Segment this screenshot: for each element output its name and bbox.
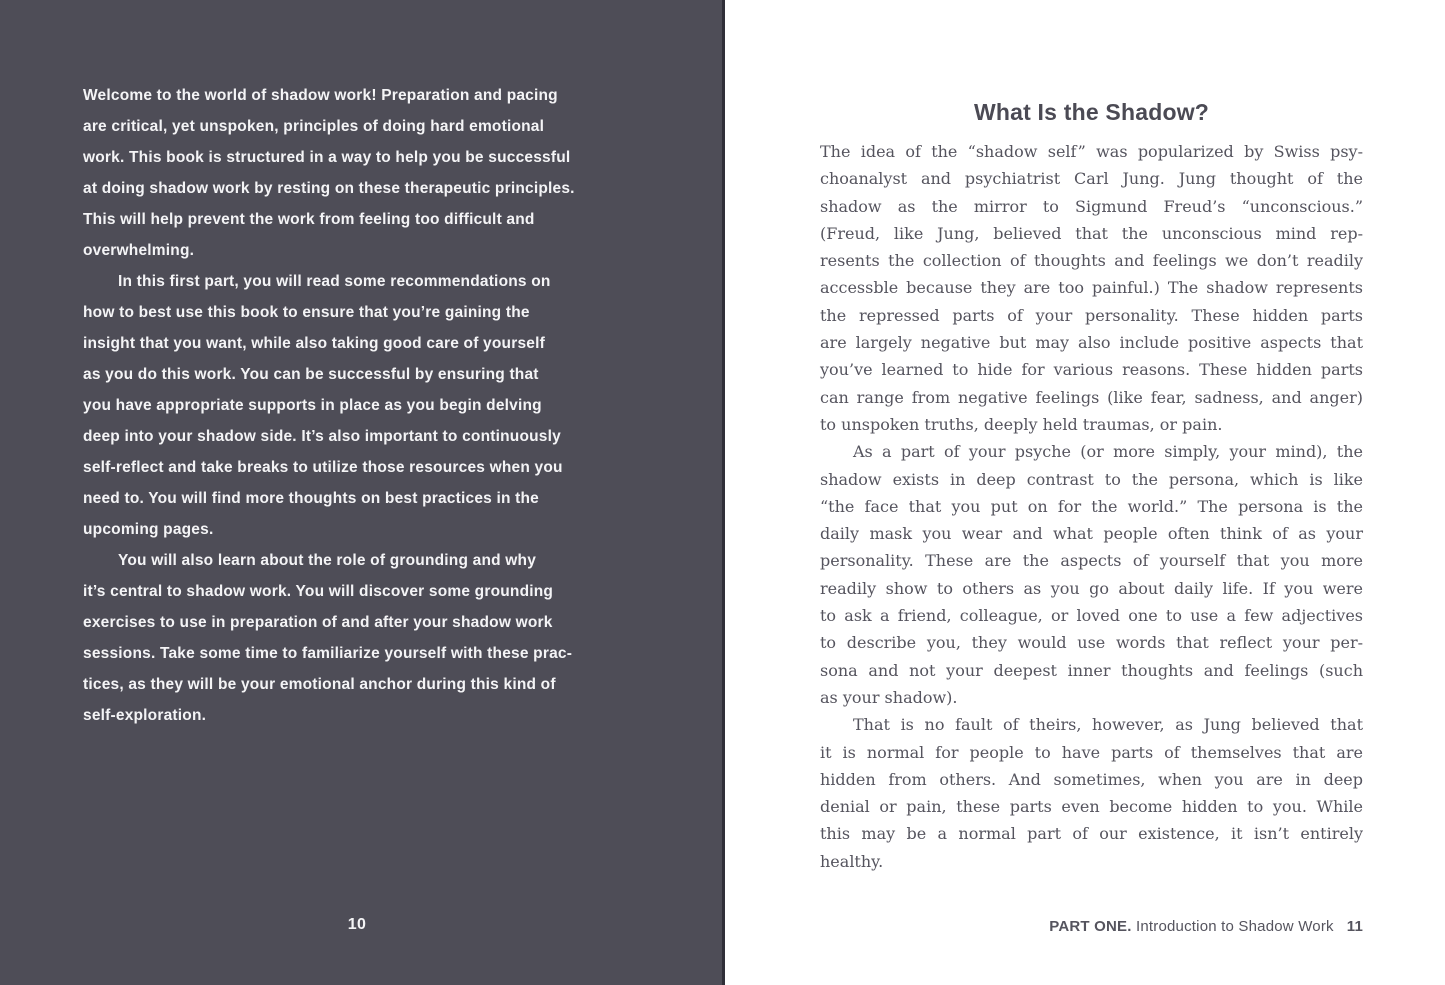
text-line: can range from negative feelings (like fear, sadness, and anger) xyxy=(820,387,1363,407)
page-number-right: 11 xyxy=(1346,918,1363,935)
text-line: readily show to others as you go about daily life. If you were xyxy=(820,578,1363,598)
part-label: PART ONE. xyxy=(1049,918,1132,935)
text-line: accessble because they are too painful.) The shadow represents xyxy=(820,278,1363,298)
text-line: this may be a normal part of our existence, it isn’t entirely xyxy=(820,824,1363,844)
paragraph xyxy=(83,80,631,266)
running-footer xyxy=(820,918,1363,935)
text-line: to describe you, they would use words that reflect your per- xyxy=(820,633,1363,653)
text-line: overwhelming. xyxy=(83,242,195,259)
text-line: need to. You will find more thoughts on best practices in the xyxy=(83,490,539,507)
text-line: you have appropriate supports in place as you begin delving xyxy=(83,397,542,414)
text-line: resents the collection of thoughts and feelings we don’t readily xyxy=(820,251,1363,271)
text-line: exercises to use in preparation of and after your shadow work xyxy=(83,614,553,631)
paragraph xyxy=(820,438,1363,711)
text-line: tices, as they will be your emotional anchor during this kind of xyxy=(83,676,556,693)
right-page xyxy=(725,0,1445,985)
text-line: You will also learn about the role of grounding and why xyxy=(118,552,537,569)
text-line: insight that you want, while also taking good care of yourself xyxy=(83,335,545,352)
paragraph xyxy=(820,711,1363,875)
text-line: The idea of the “shadow self” was popularized by Swiss psy- xyxy=(820,142,1363,161)
text-line: as you do this work. You can be successful by ensuring that xyxy=(83,366,539,383)
text-line: shadow as the mirror to Sigmund Freud’s “unconscious.” xyxy=(820,196,1363,216)
text-line: work. This book is structured in a way to help you be successful xyxy=(83,149,571,166)
chapter-heading: What Is the Shadow? xyxy=(973,99,1210,126)
text-line: (Freud, like Jung, believed that the unconscious mind rep- xyxy=(820,223,1363,243)
right-page-text xyxy=(820,138,1363,875)
text-line: This will help prevent the work from feeling too difficult and xyxy=(83,211,535,228)
text-line: That is no fault of theirs, however, as Jung believed that xyxy=(853,715,1363,735)
text-line: it is normal for people to have parts of themselves that are xyxy=(820,742,1363,762)
text-line: denial or pain, these parts even become hidden to you. While xyxy=(820,797,1363,817)
text-line: hidden from others. And sometimes, when you are in deep xyxy=(820,769,1363,789)
text-line: are critical, yet unspoken, principles of doing hard emotional xyxy=(83,118,545,135)
text-line: to ask a friend, colleague, or loved one to use a few adjectives xyxy=(820,606,1363,626)
text-line: at doing shadow work by resting on these therapeutic principles. xyxy=(83,180,575,197)
text-line: In this first part, you will read some recommendations on xyxy=(118,273,551,290)
text-line: as your shadow). xyxy=(820,687,958,707)
text-line: choanalyst and psychiatrist Carl Jung. Jung thought of the xyxy=(820,169,1363,189)
page-number-left: 10 xyxy=(347,916,367,933)
text-line: deep into your shadow side. It’s also important to continuously xyxy=(83,428,561,445)
text-line: Welcome to the world of shadow work! Preparation and pacing xyxy=(83,87,558,104)
text-line: sessions. Take some time to familiarize yourself with these prac- xyxy=(83,645,573,662)
text-line: As a part of your psyche (or more simply, your mind), the xyxy=(853,442,1363,462)
left-page-text xyxy=(83,80,631,731)
text-line: you’ve learned to hide for various reasons. These hidden parts xyxy=(820,360,1363,380)
text-line: the repressed parts of your personality. These hidden parts xyxy=(820,305,1363,325)
text-line: to unspoken truths, deeply held traumas, or pain. xyxy=(820,414,1223,434)
text-line: self-reflect and take breaks to utilize those resources when you xyxy=(83,459,563,476)
paragraph xyxy=(83,266,631,545)
text-line: shadow exists in deep contrast to the persona, which is like xyxy=(820,469,1363,489)
text-line: personality. These are the aspects of yourself that you more xyxy=(820,551,1363,571)
footer-section-title: Introduction to Shadow Work xyxy=(1136,918,1334,935)
paragraph xyxy=(83,545,631,731)
text-line: daily mask you wear and what people often think of as your xyxy=(820,524,1363,544)
text-line: healthy. xyxy=(820,851,884,871)
left-page xyxy=(0,0,722,985)
text-line: “the face that you put on for the world.” The persona is the xyxy=(820,496,1363,516)
text-line: sona and not your deepest inner thoughts and feelings (such xyxy=(820,660,1363,680)
paragraph xyxy=(820,138,1363,438)
text-line: are largely negative but may also include positive aspects that xyxy=(820,333,1363,353)
text-line: upcoming pages. xyxy=(83,521,214,538)
text-line: self-exploration. xyxy=(83,707,207,724)
text-line: how to best use this book to ensure that you’re gaining the xyxy=(83,304,530,321)
text-line: it’s central to shadow work. You will discover some grounding xyxy=(83,583,554,600)
